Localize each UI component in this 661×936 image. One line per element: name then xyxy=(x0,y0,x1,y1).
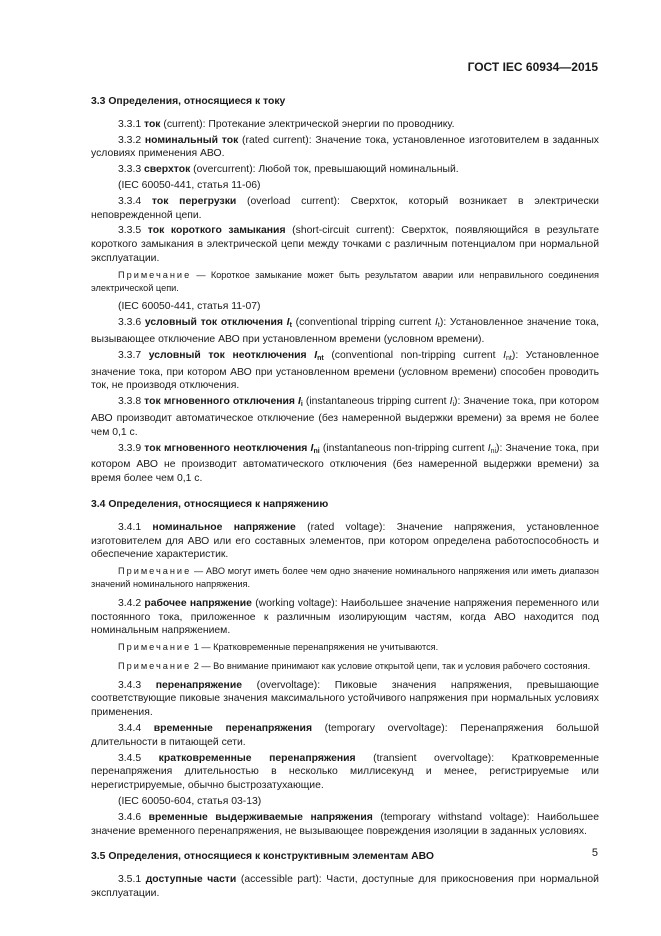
note-3-4-2-2: Примечание 2 — Во внимание принимают как условие открытой цепи, так и условия рабочего состояния. xyxy=(118,660,591,671)
definition-3-4-1: 3.4.1 номинальное напряжение (rated voltage): Значение напряжения, установленное изготовителем для АВО или его составных элементов, при котором определена работоспособность и обеспечение характеристик. xyxy=(91,521,599,561)
note-3-4-2-1: Примечание 1 — Кратковременные перенапряжения не учитываются. xyxy=(118,642,439,653)
definition-3-3-8: 3.3.8 ток мгновенного отключения $I_i$ (instantaneous tripping current $I_i$): Значение тока, при котором АВО производит автоматическое отключение (без намеренной выдержки времени) за время не более чем 0,1 с. xyxy=(91,396,600,438)
document-id: ГОСТ IEC 60934—2015 xyxy=(467,60,598,74)
section-title-3-4: 3.4 Определения, относящиеся к напряжению xyxy=(91,498,329,510)
section-title-3-5: 3.5 Определения, относящиеся к конструктивным элементам АВО xyxy=(91,851,434,863)
section-title-3-3: 3.3 Определения, относящиеся к току xyxy=(91,96,286,107)
page-number: 5 xyxy=(591,847,598,859)
definition-3-4-6: 3.4.6 временные выдерживаемые напряжения (temporary withstand voltage): Наибольшее значение временного перенапряжения, не вызывающее повреждения изоляции в заданных условиях. xyxy=(91,811,599,837)
definition-3-3-6: 3.3.6 условный ток отключения $I_t$ (conventional tripping current $I_t$): Установленное значение тока, вызывающее отключение АВО при установленном времени (условном времени). xyxy=(91,317,599,345)
definition-3-4-4: 3.4.4 временные перенапряжения (temporary overvoltage): Перенапряжения большой длительности в питающей сети. xyxy=(91,723,599,748)
definition-3-3-7: 3.3.7 условный ток неотключения $I_{nt}$ (conventional non-tripping current $I_{nt}$): Установленное значение тока, при котором АВО при установленном времени (условном времени) способен проводить ток, не производя отключения. xyxy=(91,349,599,392)
definition-3-3-2: 3.3.2 номинальный ток (rated current): Значение тока, установленное изготовителем в заданных условиях применения АВО. xyxy=(91,134,600,160)
definition-3-3-3: 3.3.3 сверхток (overcurrent): Любой ток, превышающий номинальный. xyxy=(118,164,459,176)
definition-3-4-2: 3.4.2 рабочее напряжение (working voltage): Наибольшее значение напряжения переменного или постоянного тока, приложенное к различным изолирующим частям, когда АВО находится под номинальным напряжением. xyxy=(91,597,599,637)
definition-3-3-9: 3.3.9 ток мгновенного неотключения $I_{ni}$ (instantaneous non-tripping current $I_{ni}$): Значение тока, при котором АВО не производит автоматического отключения (без намеренной выдержки времени) за время более чем 0,1 с. xyxy=(91,442,600,485)
note-3-4-1: Примечание — АВО могут иметь более чем одно значение номинального напряжения или иметь диапазон значений номинального напряжения. xyxy=(91,566,599,589)
definition-3-4-3: 3.4.3 перенапряжение (overvoltage): Пиковые значения напряжения, превышающие соответствующие пиковые значения максимального устойчивого напряжения при нормальных условиях применения. xyxy=(91,679,599,719)
definition-3-3-5: 3.3.5 ток короткого замыкания (short-circuit current): Сверхток, появляющийся в результате короткого замыкания в электрической цепи между точками с различным потенциалом при нормальной эксплуатации. xyxy=(91,225,600,264)
document-body xyxy=(91,95,599,903)
definition-3-5-1: 3.5.1 доступные части (accessible part): Части, доступные для прикосновения при нормальной эксплуатации. xyxy=(91,874,599,900)
definition-3-3-4: 3.3.4 ток перегрузки (overload current): Сверхток, который возникает в электрически неповрежденной цепи. xyxy=(91,195,599,221)
reference-3-4-5: (IEC 60050-604, статья 03-13) xyxy=(118,796,262,808)
reference-3-3-3: (IEC 60050-441, статья 11-06) xyxy=(118,179,261,191)
definition-3-3-1: 3.3.1 ток (current): Протекание электрической энергии по проводнику. xyxy=(118,118,455,130)
note-3-3-5: Примечание — Короткое замыкание может быть результатом аварии или неправильного соединения электрической цепи. xyxy=(91,269,599,293)
definition-3-4-5: 3.4.5 кратковременные перенапряжения (transient overvoltage): Кратковременные перенапряжения длительностью в несколько миллисекунд и менее, регистрируемые или нерегистрируемые, обычно быстрозатухающие. xyxy=(91,752,599,792)
reference-3-3-5: (IEC 60050-441, статья 11-07) xyxy=(118,301,261,313)
